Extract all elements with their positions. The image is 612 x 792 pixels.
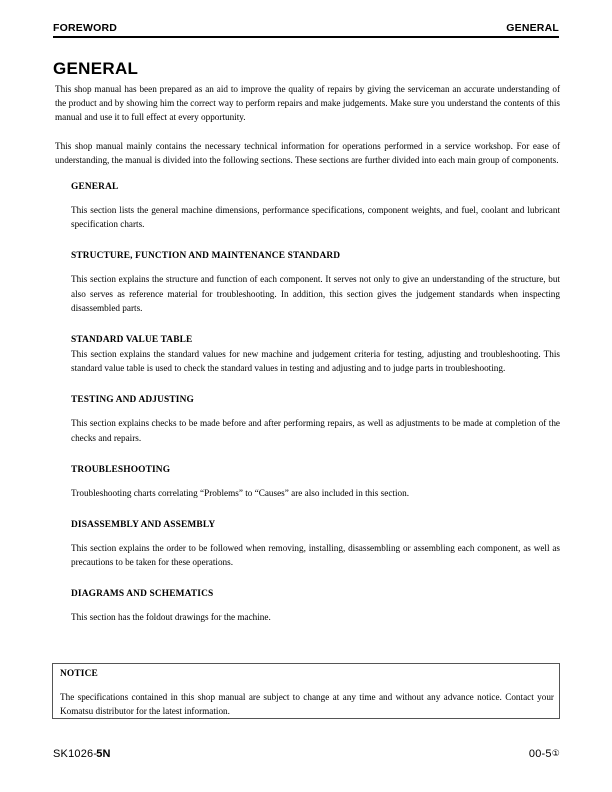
revision-mark-icon: ① (551, 748, 560, 758)
section-body: This section explains the standard values for new machine and judgement criteria for testing, adjusting and troubleshooting. This standard value table is used to check the standard values in testing and adjusting and to judge parts in troubleshooting. (71, 349, 560, 374)
section-troubleshooting (71, 464, 560, 500)
body-column (55, 82, 560, 625)
section-heading: STANDARD VALUE TABLE (71, 335, 193, 346)
section-body: Troubleshooting charts correlating “Problems” to “Causes” are also included in this section. (71, 487, 409, 498)
page-footer (53, 748, 560, 760)
section-heading: DIAGRAMS AND SCHEMATICS (71, 589, 214, 600)
header-rule (53, 36, 559, 38)
intro-paragraph-1: This shop manual has been prepared as an aid to improve the quality of repairs by giving the serviceman an accurate understanding of the product and by showing him the correct way to perform repairs and make judgements. Make sure you understand the contents of this manual and use it to full effect at every opportunity. (55, 84, 560, 123)
section-heading: DISASSEMBLY AND ASSEMBLY (71, 520, 216, 531)
section-heading: TESTING AND ADJUSTING (71, 395, 194, 406)
page-title: GENERAL (53, 59, 139, 79)
running-header-right: GENERAL (506, 22, 559, 34)
section-disassembly-and-assembly (71, 519, 560, 569)
section-list (55, 181, 560, 625)
section-body: This section explains checks to be made before and after performing repairs, as well as adjustments to be made at completion of the checks and repairs. (71, 418, 560, 443)
section-diagrams-and-schematics (71, 588, 560, 624)
footer-model-number (53, 748, 111, 760)
section-body: This section lists the general machine dimensions, performance specifications, component weights, and fuel, coolant and lubricant specification charts. (71, 205, 560, 230)
running-header (53, 22, 559, 34)
notice-body: The specifications contained in this shop manual are subject to change at any time and without any advance notice. Contact your Komatsu distributor for the latest information. (60, 692, 554, 716)
section-heading: TROUBLESHOOTING (71, 464, 171, 475)
notice-box (52, 663, 560, 719)
footer-page-number (529, 748, 560, 760)
section-body: This section explains the structure and function of each component. It serves not only to give an understanding of the structure, but also serves as reference material for troubleshooting. In addition, this section gives the judgement standards when inspecting disassembled parts. (71, 274, 560, 313)
section-general (71, 181, 560, 231)
section-body: This section has the foldout drawings for the machine. (71, 612, 271, 623)
section-testing-and-adjusting (71, 394, 560, 444)
footer-model-base: SK1026- (53, 748, 98, 760)
section-standard-value-table (71, 334, 560, 375)
intro-paragraph-2: This shop manual mainly contains the necessary technical information for operations performed in a service workshop. For ease of understanding, the manual is divided into the following sections. These sections are further divided into each main group of components. (55, 140, 560, 165)
footer-model-suffix: 5N (96, 748, 111, 760)
section-heading: STRUCTURE, FUNCTION AND MAINTENANCE STANDARD (71, 251, 341, 262)
section-heading: GENERAL (71, 182, 119, 193)
running-header-left: FOREWORD (53, 22, 118, 34)
section-structure-function-maintenance-standard (71, 250, 560, 315)
notice-title: NOTICE (60, 669, 98, 679)
footer-page-label: 00-5 (528, 748, 552, 760)
section-body: This section explains the order to be followed when removing, installing, disassembling or assembling each component, as well as precautions to be taken for these operations. (71, 543, 560, 568)
